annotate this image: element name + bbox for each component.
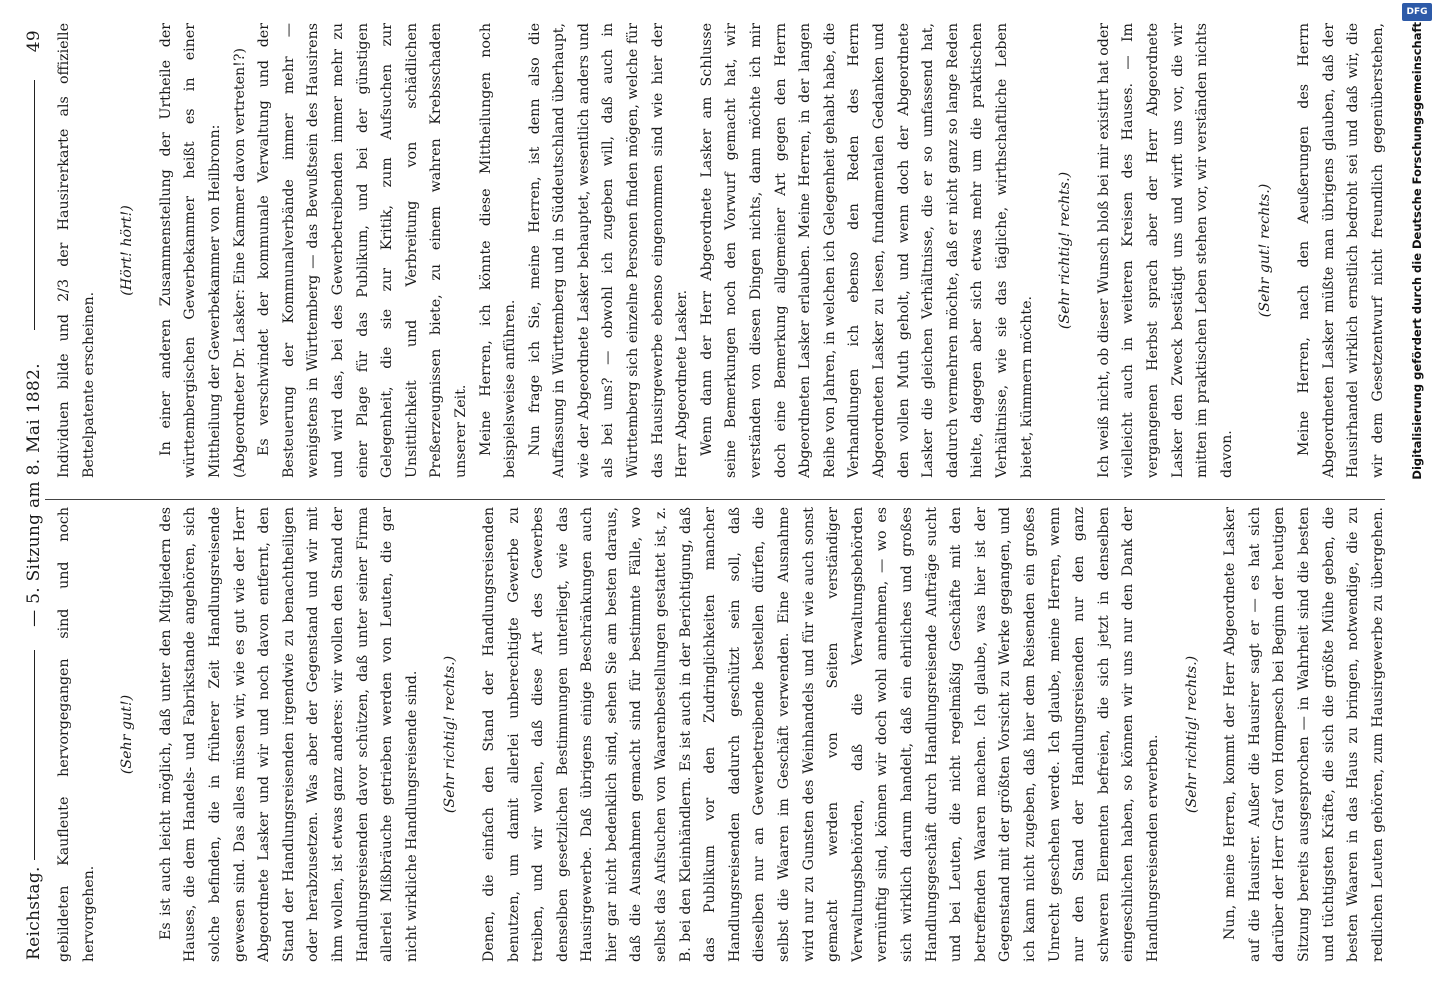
- dfg-logo: DFG: [1402, 3, 1432, 21]
- stage-direction: (Sehr richtig! rechts.): [442, 655, 459, 814]
- digitization-watermark: [1402, 0, 1432, 1000]
- head-rule: [34, 80, 35, 330]
- paragraph: In einer anderen Zusammenstellung der Urtheile der württembergischen Gewerbekammer heißt es in einer Mittheilung der Gewerbekammer von Heilbronn:: [157, 23, 223, 478]
- paragraph: Es ist auch leicht möglich, daß unter den Mitgliedern des Hauses, die dem Handels- und Fabrikstande angehören, sich solche befinden, die in früherer Zeit Handlungsreisende gewesen sind. Das alles müssen wir, wie es gut wie der Herr Abgeordnete Lasker und wir und noch davon entfernt, den Stand der Handlungsreisenden irgendwie zu benachtheiligen oder herabzusetzen. Was aber der Gegenstand und wir mit ihm wollen, ist etwas ganz anderes: wir wollen den Stand der Handlungsreisenden davor schützen, daß unter seiner Firma allerlei Mißbräuche getrieben werden von Leuten, die gar nicht wirkliche Handlungsreisende sind.: [157, 507, 420, 962]
- paragraph: gebildeten Kaufleute hervorgegangen sind und noch hervorgehen.: [56, 507, 97, 962]
- paragraph: Nun frage ich Sie, meine Herren, ist denn also die Auffassung in Württemberg und in Süddeutschland überhaupt, wie der Abgeordnete Lasker behauptet, wesentlich anders und als bei uns? — obwohl ich zugeben will, daß auch in Württemberg sich einzelne Personen finden mögen, welche für das Hausirgewerbe ebenso eingenommen sind wie hier der Herr Abgeordnete Lasker.: [526, 23, 691, 478]
- stage-direction: (Sehr richtig! rechts.): [1057, 171, 1074, 330]
- paragraph: Meine Herren, nach den Aeußerungen des Herrn Abgeordneten Lasker müßte man übrigens glauben, daß der Hausirhandel wirklich ernstlich bedroht sei und daß wir, die wir dem Gesetzentwurf nicht freundlich gegenüberstehen,: [1295, 23, 1386, 478]
- paragraph: Ich weiß nicht, ob dieser Wunsch bloß bei mir existirt hat oder vielleicht auch in weiteren Kreisen des Hauses. — Im vergangenen Herbst sprach aber der Herr Abgeordnete Lasker den Zweck bestätigt uns und wirft uns vor, die wir mitten im praktischen Leben stehen vor, wir verständen nichts davon.: [1095, 23, 1235, 478]
- page-number: 49: [24, 30, 44, 53]
- right-column: [52, 23, 1387, 478]
- column-divider: [45, 499, 1385, 500]
- paragraph: Individuen bilde und 2/3 der Hausirerkarte als offizielle Bettelpatente erscheinen.: [56, 23, 97, 478]
- running-head-session: — 5. Sitzung am 8. Mai 1882.: [24, 363, 44, 627]
- paragraph: Denen, die einfach den Stand der Handlungsreisenden benutzen, um damit allerlei unberechtigte Gewerbe zu treiben, und wir wollen, daß diese Art des Gewerbes denselben gesetzlichen Bestimmungen unterliegt, wie das Hausirgewerbe. Daß übrigens einige Beschränkungen auch hier gar nicht bedenklich sind, sehen Sie am besten daraus, daß die Ausnahmen gemacht sind für bestimmte Fälle, wo selbst das Aufsuchen von Waarenbestellungen gestattet ist, z. B. bei den Kleinhändlern. Es ist auch in der Berichtigung, daß das Publikum vor den Zudringlichkeiten mancher Handlungsreisenden dadurch geschützt sein soll, daß dieselben nur an Gewerbetreibende bestellen dürfen, die selbst die Waaren im Geschäft verwenden. Eine Ausnahme wird nur zu Gunsten des Weinhandels und für wie auch sonst gemacht werden von Seiten verständiger Verwaltungsbehörden, daß die Verwaltungsbehörden vernünftig sind, können wir doch wohl annehmen, — wo es sich wirklich darum handelt, daß ein ehrliches und großes Handlungsgeschäft durch Handlungsreisende Aufträge sucht und bei Leuten, die nicht regelmäßig Geschäfte mit den betreffenden Waaren machen. Ich glaube, was hier ist der Gegenstand mit der größten Vorsicht zu Werke gegangen, und ich kann nicht zugeben, daß hier dem Reisenden ein großes Unrecht geschehen werde. Ich glaube, meine Herren, wenn nur den Stand der Handlungsreisenden nur den ganz schweren Elementen befreien, die sich jetzt in denselben eingeschlichen haben, so können wir uns nur den Dank der Handlungsreisenden erwerben.: [480, 507, 1161, 962]
- stage-direction: (Sehr richtig! rechts.): [1183, 655, 1200, 814]
- stage-direction: (Sehr gut! rechts.): [1257, 183, 1274, 318]
- stage-direction: (Sehr gut!): [119, 694, 136, 775]
- watermark-text: Digitalisierung gefördert durch die Deutsche Forschungsgemeinschaft: [1410, 22, 1424, 480]
- paragraph: Es verschwindet der kommunale Verwaltung und der Besteuerung der Kommunalverbände immer mehr — wenigstens in Württemberg — das Bewußtsein des Hausirens und wird das, bei des Gewerbetreibenden immer mehr zu einer Plage für das Publikum, und bei der günstigen Gelegenheit, die sie zur Kritik, zum Aufsuchen zur Unsittlichkeit und Verbreitung von schädlichen Preßerzeugnissen biete, zu einem wahren Krebsschaden unserer Zeit.: [256, 23, 469, 478]
- running-head-title: Reichstag.: [24, 866, 44, 960]
- paragraph: Nun, meine Herren, kommt der Herr Abgeordnete Lasker auf die Hausirer. Außer die Hausirer sagt er — es hat sich darüber der Herr Graf von Hompesch bei Beginn der heutigen Sitzung bereits ausgesprochen — in Wahrheit sind die besten und tüchtigsten Kräfte, die sich die größte Mühe geben, die besten Waaren in das Haus zu bringen, notwendige, die zu redlichen Leuten gehören, zum Hausirgewerbe zu übergehen.: [1222, 507, 1386, 962]
- paragraph: Wenn dann der Herr Abgeordnete Lasker am Schlusse seine Bemerkungen noch den Vorwurf gemacht hat, wir verständen von diesen Dingen nichts, dann möchte ich mir doch eine Bemerkung allgemeiner Art gegen den Herrn Abgeordneten Lasker erlauben. Meine Herren, in der langen Reihe von Jahren, in welchen ich Gelegenheit gehabt habe, die Verhandlungen ich ebenso den Reden des Herrn Abgeordneten Lasker zu lesen, fundamentalen Gedanken und den vollen Muth geholt, und wenn doch der Abgeordnete Lasker die gleichen Verhältnisse, die er so umfassend hat, dadurch vermehren möchte, daß er nicht ganz so lange Reden hielte, dagegen aber sich etwas mehr um die praktischen Verhältnisse, wie sie das tägliche, wirthschaftliche Leben bietet, kümmern möchte.: [698, 23, 1035, 478]
- stage-direction: (Hört! hört!): [119, 205, 136, 296]
- paragraph: Meine Herren, ich könnte diese Mittheilungen noch beispielsweise anführen.: [477, 23, 519, 478]
- interjection: (Abgeordneter Dr. Lasker: Eine Kammer davon vertreten!?): [231, 48, 248, 478]
- running-head: [22, 20, 48, 970]
- left-column: [52, 507, 1387, 962]
